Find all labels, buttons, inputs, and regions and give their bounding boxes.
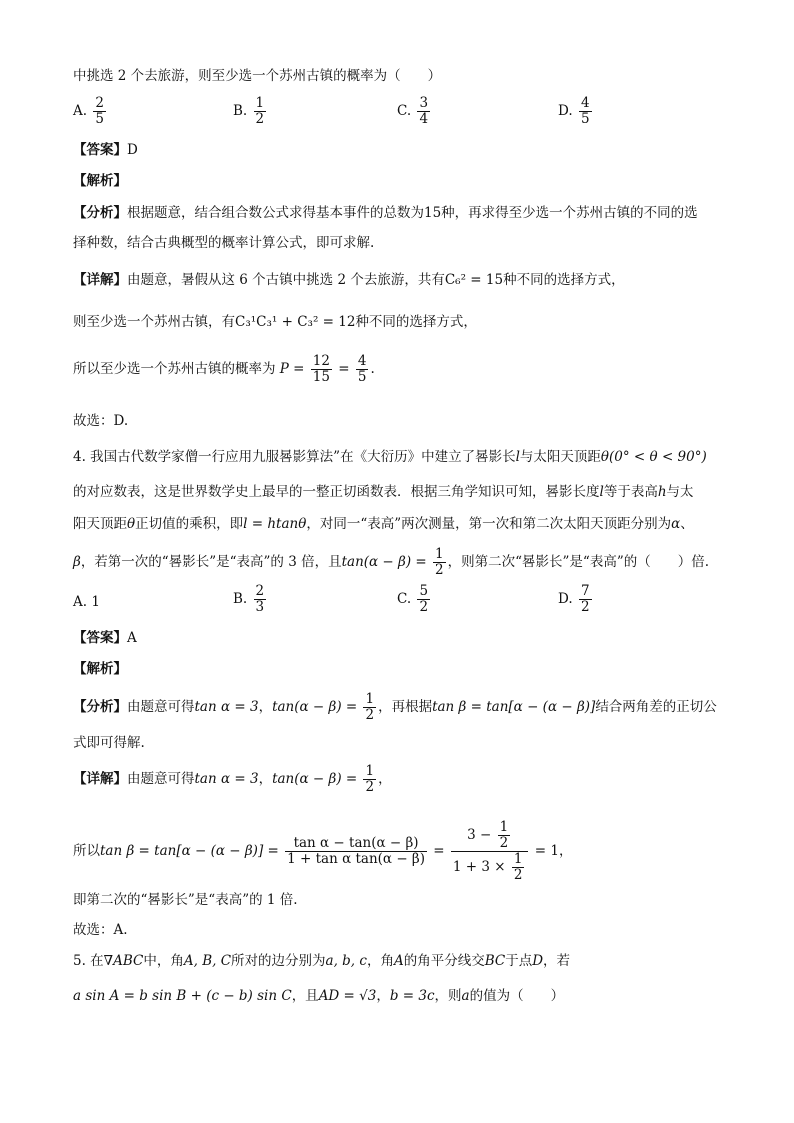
numerator: 1 [435, 546, 444, 562]
q3-detail-line1 [73, 270, 625, 290]
option-text: 1 [91, 594, 100, 610]
q4-stem-line1 [73, 447, 707, 467]
combination-formula: C₆² = 15 [444, 272, 504, 288]
result-text: 即第二次的“晷影长”是“表高”的 1 倍. [73, 892, 298, 908]
stem-text: 正切值的乘积，即 [135, 516, 244, 532]
combination-formula: C₃¹C₃¹ + C₃² = 12 [235, 314, 356, 330]
denominator: 2 [435, 562, 444, 578]
stem-text: 于点 [505, 953, 533, 969]
result-text: = 1， [534, 843, 573, 859]
denominator: 5 [95, 111, 104, 127]
detail-text: 所以 [73, 843, 100, 859]
denominator-text: 1 + 3 × [452, 859, 506, 875]
numerator: 7 [580, 583, 590, 599]
var-h: h [657, 484, 667, 500]
detail-text: 所以至少选一个苏州古镇的概率为 [73, 361, 276, 377]
var-theta: θ [127, 516, 136, 532]
option-label: A. [73, 103, 88, 119]
detail-text: 则至少选一个苏州古镇，有 [73, 314, 235, 330]
detail-tag: 【详解】 [73, 272, 127, 288]
denominator: 2 [365, 707, 375, 723]
numerator: 3 [419, 95, 429, 111]
fraction [433, 547, 446, 578]
stem-text: ，角 [366, 953, 394, 969]
fenxi-text: 式即可得解. [73, 735, 145, 751]
stem-text: 的值为（ ） [469, 988, 565, 1004]
q4-result [73, 890, 298, 910]
angle-range: θ(0° < θ < 90°) [600, 449, 707, 465]
fenxi-text: ，再根据 [378, 699, 433, 715]
numerator: tan α − tan(α − β) [285, 836, 427, 852]
conclusion-text: 故选：A. [73, 922, 128, 938]
denominator: 2 [365, 779, 375, 795]
stem-text: ，若 [543, 953, 571, 969]
answer-tag: 【答案】 [73, 142, 127, 158]
fraction [363, 764, 376, 795]
formula: b = 3c [389, 988, 435, 1004]
separator: ， [378, 771, 392, 787]
numerator: 4 [580, 95, 590, 111]
q3-option-a [73, 96, 108, 127]
q4-stem-line3 [73, 514, 694, 534]
numerator-text: 3 − [467, 827, 492, 843]
numerator: 1 [365, 763, 375, 779]
numerator: 1 [255, 95, 265, 111]
answer-tag: 【答案】 [73, 630, 127, 646]
denominator: 2 [419, 599, 429, 615]
fenxi-text: 结合两角差的正切公 [595, 699, 717, 715]
stem-text: 5. 在 [73, 953, 104, 969]
option-label: D. [558, 103, 573, 119]
separator: ， [258, 771, 273, 787]
probability-symbol: P = [279, 361, 305, 377]
denominator: 1 + tan α tan(α − β) [287, 851, 425, 867]
q4-stem-line2 [73, 482, 694, 502]
stem-text: 等于表高 [603, 484, 658, 500]
numerator: 2 [255, 583, 265, 599]
answer-value: D [127, 142, 138, 158]
equals-sign: = [338, 361, 350, 377]
formula: a sin A = b sin B + (c − b) sin C [73, 988, 292, 1004]
q4-option-c [397, 584, 432, 615]
stem-text: 、 [680, 516, 694, 532]
fenxi-tag: 【分析】 [73, 205, 127, 221]
q4-fenxi-line2 [73, 733, 145, 753]
q3-detail-line3 [73, 352, 375, 386]
stem-text: ，则第二次“晷影长”是“表高”的（ ）倍. [447, 554, 710, 570]
fenxi-tag: 【分析】 [73, 699, 127, 715]
denominator: 4 [419, 111, 429, 127]
option-label: C. [397, 103, 412, 119]
stem-text: 的对应数表，这是世界数学史上最早的一整正切函数表．根据三角学知识可知，晷影长度 [73, 484, 600, 500]
formula: tan(α − β) = [341, 554, 427, 570]
numerator: 1 [499, 819, 509, 835]
option-label: B. [233, 103, 248, 119]
q4-stem-line4 [73, 545, 709, 579]
stem-text: 中，角 [143, 953, 184, 969]
numerator: 2 [95, 95, 104, 111]
q4-analysis-heading [73, 659, 127, 679]
stem-text: 所对的边分别为 [231, 953, 326, 969]
q4-fenxi-line1 [73, 690, 717, 724]
denominator: 2 [255, 111, 265, 127]
q5-stem-line2 [73, 986, 564, 1006]
var-a: a [461, 988, 470, 1004]
q3-conclusion [73, 411, 128, 431]
nested-fraction [498, 820, 511, 851]
denominator: 5 [357, 369, 367, 385]
fenxi-text: 择种数，结合古典概型的概率计算公式，即可求解. [73, 235, 375, 251]
q3-option-d [558, 96, 594, 127]
compound-denominator [451, 852, 529, 883]
stem-text: 的角平分线交 [403, 953, 485, 969]
q4-option-a [73, 592, 100, 612]
period: . [370, 361, 375, 377]
q3-option-b [233, 96, 268, 127]
option-fraction [417, 96, 430, 127]
option-fraction [93, 96, 106, 127]
stem-text: 与太 [666, 484, 694, 500]
option-fraction [254, 584, 267, 615]
formula: l = htanθ [243, 516, 307, 532]
var-l: l [599, 484, 604, 500]
stem-text: 阳天顶距 [73, 516, 127, 532]
nested-fraction [512, 852, 525, 883]
option-label: B. [233, 591, 248, 607]
compound-numerator [451, 820, 529, 852]
option-label: A. [73, 594, 88, 610]
denominator: 5 [580, 111, 590, 127]
numerator: 1 [513, 851, 523, 867]
denominator: 2 [580, 599, 590, 615]
point-d: D [532, 953, 544, 969]
numerator: 5 [419, 583, 429, 599]
detail-text: 种不同的选择方式， [503, 272, 625, 288]
numerator: 4 [357, 353, 367, 369]
angles: A, B, C [183, 953, 232, 969]
triangle-symbol: ∇ABC [103, 953, 144, 969]
denominator: 3 [255, 599, 265, 615]
q3-analysis-heading [73, 171, 127, 191]
q4-option-d [558, 584, 594, 615]
separator: ， [376, 988, 390, 1004]
numerator: 12 [312, 353, 330, 369]
option-fraction [579, 584, 592, 615]
var-beta: β [73, 554, 81, 570]
formula: tan α = 3 [194, 699, 259, 715]
option-label: C. [397, 591, 412, 607]
q4-detail-line1 [73, 762, 392, 796]
q4-conclusion [73, 920, 128, 940]
q4-calc-line [73, 820, 572, 883]
fraction [356, 354, 369, 385]
detail-text: 由题意可得 [127, 771, 195, 787]
q3-option-c [397, 96, 432, 127]
analysis-tag: 【解析】 [73, 173, 127, 189]
formula: tan(α − β) = [272, 699, 358, 715]
conclusion-text: 故选：D. [73, 413, 129, 429]
fenxi-text: 根据题意，结合组合数公式求得基本事件的总数为15种，再求得至少选一个苏州古镇的不同的选 [127, 205, 698, 221]
q3-fenxi-line2 [73, 233, 374, 253]
detail-text: 由题意，暑假从这 6 个古镇中挑选 2 个去旅游，共有 [127, 272, 445, 288]
stem-text: ，且 [291, 988, 319, 1004]
formula: tan β = tan[α − (α − β)] [432, 699, 596, 715]
formula: tan(α − β) = [272, 771, 358, 787]
option-fraction [417, 584, 430, 615]
detail-text: 种不同的选择方式， [355, 314, 477, 330]
sides: a, b, c [325, 953, 367, 969]
equals-sign: = [433, 843, 445, 859]
stem-text: ，对同一“表高”两次测量，第一次和第二次太阳天顶距分别为 [306, 516, 672, 532]
big-fraction [285, 836, 427, 867]
formula: tan α = 3 [194, 771, 259, 787]
option-label: D. [558, 591, 573, 607]
q3-fenxi-line1 [73, 203, 698, 223]
q4-option-b [233, 584, 268, 615]
stem-text: 与太阳天顶距 [519, 449, 601, 465]
q3-detail-line2 [73, 312, 477, 332]
q3-stem [73, 66, 441, 86]
var-alpha: α [671, 516, 681, 532]
option-fraction [254, 96, 267, 127]
denominator: 15 [312, 369, 330, 385]
analysis-tag: 【解析】 [73, 661, 127, 677]
q3-stem-text: 中挑选 2 个去旅游，则至少选一个苏州古镇的概率为（ ） [73, 68, 442, 84]
answer-value: A [127, 630, 137, 646]
var-l: l [515, 449, 520, 465]
stem-text: ，则 [434, 988, 462, 1004]
compound-fraction [451, 820, 529, 883]
fenxi-text: 由题意可得 [127, 699, 195, 715]
segment-bc: BC [484, 953, 506, 969]
denominator: 2 [499, 835, 509, 851]
denominator: 2 [513, 867, 523, 883]
option-fraction [579, 96, 592, 127]
q3-answer [73, 140, 138, 160]
fraction [311, 354, 332, 385]
q5-stem-line1 [73, 951, 570, 971]
numerator: 1 [365, 691, 375, 707]
stem-text: 4. 我国古代数学家僧一行应用九服晷影算法”在《大衍历》中建立了晷影长 [73, 449, 516, 465]
fraction [363, 692, 376, 723]
q4-answer [73, 628, 137, 648]
stem-text: ，若第一次的“晷影长”是“表高”的 3 倍，且 [80, 554, 342, 570]
formula: AD = √3 [318, 988, 377, 1004]
detail-tag: 【详解】 [73, 771, 127, 787]
angle-a: A [393, 953, 404, 969]
formula: tan β = tan[α − (α − β)] = [100, 843, 279, 859]
separator: ， [258, 699, 273, 715]
